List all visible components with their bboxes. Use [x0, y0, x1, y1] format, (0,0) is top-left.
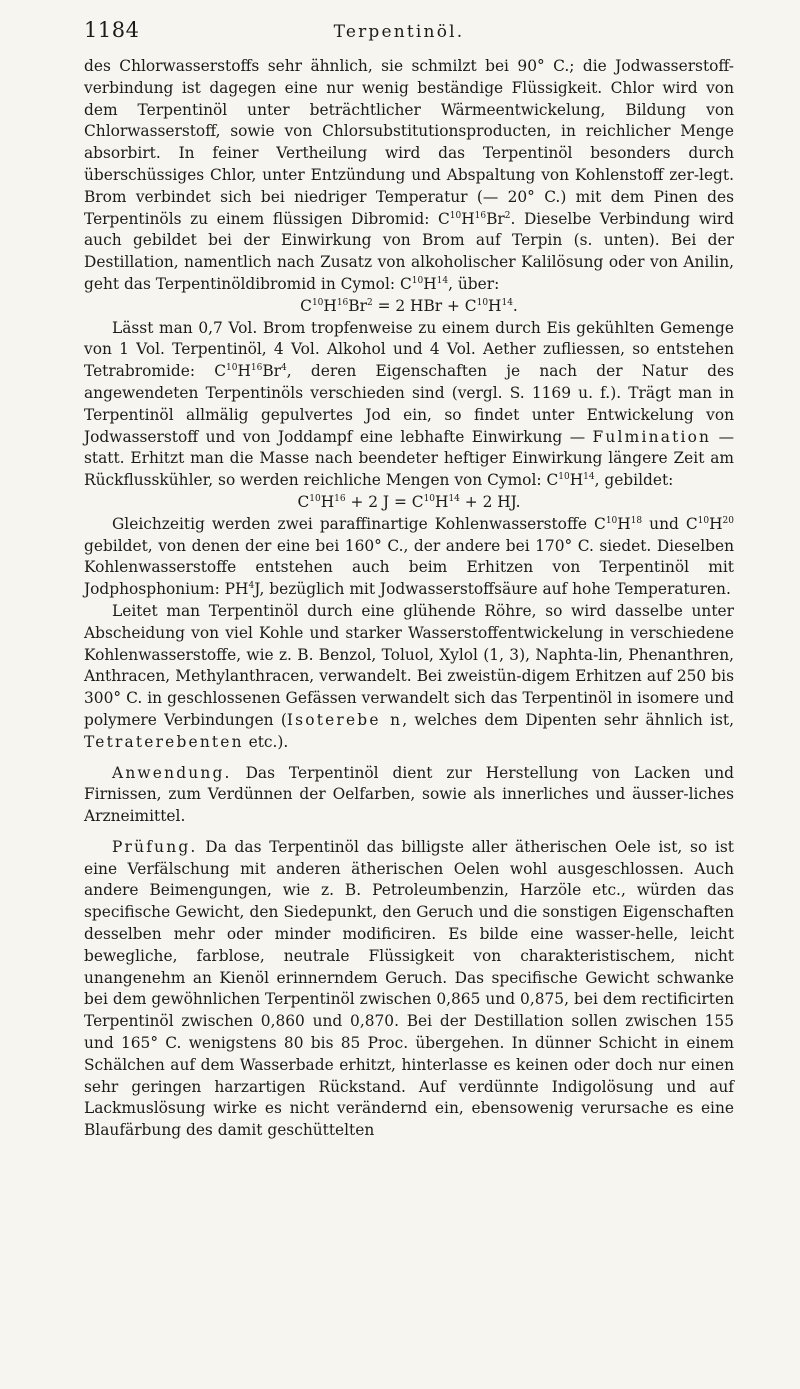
superscript: 10	[226, 363, 238, 374]
text-run: etc.).	[243, 732, 289, 751]
paragraph-1	[84, 56, 734, 296]
text-run: Das Terpentinöl dient zur Herstellung von Lacken und Firnissen, zum Verdünnen der Oelfarben, sowie als innerliches und äusser-liches Arzneimittel.	[84, 763, 734, 826]
superscript: 2	[504, 210, 511, 221]
text-run: Br	[262, 362, 282, 381]
superscript: 4	[248, 581, 255, 591]
running-title: Terpentinöl.	[333, 22, 465, 42]
superscript: 10	[449, 210, 462, 221]
text-run: Leitet man Terpentinöl durch eine glühende Röhre, so wird dasselbe unter Abscheidung von viel Kohle und starker Wasserstoffentwickelung in verschiedene Kohlenwasserstoffe, wie z. B. Benzol, Toluol, Xylol (1, 3), Naphta-lin, Phenanthren, Anthracen, Methylanthracen, verwandelt. Bei zweistün-digem Erhitzen auf 250 bis 300° C. in geschlossenen Gefässen verwandelt sich das Terpentinöl in isomere und polymere Verbindungen (	[84, 601, 734, 729]
text-run: Gleichzeitig werden zwei paraffinartige Kohlenwasserstoffe C	[112, 514, 606, 533]
text-run: Lässt man 0,7 Vol. Brom tropfenweise zu einem durch Eis gekühlten Gemenge von 1 Vol. Terpentinöl, 4 Vol. Alkohol und 4 Vol. Aether zufliessen, so entstehen Tetrabromide: C	[84, 318, 734, 381]
superscript: 10	[311, 297, 324, 308]
formula-part: = 2 HBr + C	[372, 296, 477, 315]
text-run: H	[423, 274, 437, 293]
text-run: H	[461, 209, 475, 228]
superscript: 10	[309, 493, 321, 504]
text-run: . Dieselbe Verbindung wird auch gebildet bei der Einwirkung von Brom auf Terpin (s. unten). Bei der Destillation, namentlich nach Zusatz von alkoholischer Kalilösung oder von Anilin, geht das Terpentinöldibromid in Cymol: C	[84, 209, 735, 293]
text-run: H	[237, 362, 251, 381]
text-run: H	[569, 471, 584, 490]
superscript: 10	[411, 275, 424, 286]
formula-part: Br	[348, 296, 367, 315]
text-run: und C	[642, 514, 698, 533]
text-run: des Chlorwasserstoffs sehr ähnlich, sie schmilzt bei 90° C.; die Jodwasserstoff-verbindung ist dagegen eine nur wenig beständige Flüssigkeit. Chlor wird von dem Terpentinöl unter beträchtlicher Wärmeentwickelung, Bildung von Chlorwasserstoff, sowie von Chlorsubstitutionsproducten, in reichlicher Menge absorbirt. In feiner Vertheilung wird das Terpentinöl besonders durch überschüssiges Chlor, unter Entzündung und Abspaltung von Kohlenstoff zer-legt. Brom verbindet sich bei niedriger Temperatur (— 20° C.) mit dem Pinen des Terpentinöls zu einem flüssigen Dibromid: C	[84, 57, 734, 228]
superscript: 20	[722, 515, 734, 526]
text-run: , deren Eigenschaften je nach der Natur des angewendeten Terpentinöls verschieden sind (vergl. S. 1169 u. f.). Trägt man in Terpentinöl allmälig gepulvertes Jod ein, so findet unter Entwickelung von Jodwasserstoff und von Joddampf eine lebhafte Einwirkung —	[84, 362, 734, 446]
superscript: 16	[474, 210, 487, 221]
formula-part: H	[435, 492, 449, 511]
superscript: 18	[630, 515, 643, 526]
emphasis-isoterebene: Isoterebe n	[286, 710, 403, 729]
paragraph-pruefung	[84, 837, 734, 1142]
paragraph-anwendung	[84, 763, 734, 828]
superscript: 4	[281, 363, 287, 374]
formula-part: + 2 HJ.	[459, 492, 521, 511]
formula-part: + 2 J = C	[345, 492, 424, 511]
formula-part: C	[297, 492, 310, 511]
formula-cymol	[84, 492, 734, 514]
text-run: gebildet, von denen der eine bei 160° C., der andere bei 170° C. siedet. Dieselben Kohlenwasserstoffe entstehen auch beim Erhitzen von Terpentinöl mit Jodphosphonium: PH	[84, 536, 734, 599]
formula-part: C	[300, 296, 312, 315]
superscript: 10	[697, 515, 710, 526]
formula-part: H	[323, 296, 337, 315]
paragraph-4	[84, 601, 734, 754]
paragraph-2	[84, 318, 734, 492]
superscript: 10	[423, 493, 436, 504]
section-label-anwendung: Anwendung.	[112, 763, 232, 782]
text-run: Da das Terpentinöl das billigste aller ätherischen Oele ist, so ist eine Verfälschung mit anderen ätherischen Oelen wohl ausgeschlossen. Auch andere Beimengungen, wie z. B. Petroleumbenzin, Harzöle etc., würden das specifische Gewicht, den Siedepunkt, den Geruch und die sonstigen Eigenschaften desselben mehr oder minder modificiren. Es bilde eine wasser-helle, leicht bewegliche, farblose, neutrale Flüssigkeit von charakteristischem, nicht unangenehm an Kienöl erinnerndem Geruch. Das specifische Gewicht schwanke bei dem gewöhnlichen Terpentinöl zwischen 0,865 und 0,875, bei dem rectificirten Terpentinöl zwischen 0,860 und 0,870. Bei der Destillation sollen zwischen 155 und 165° C. wenigstens 80 bis 85 Proc. übergehen. In dünner Schicht in einem Schälchen auf dem Wasserbade erhitzt, hinterlasse es keinen oder doch nur einen sehr geringen harzartigen Rückstand. Auf verdünnte Indigolösung und auf Lackmuslösung wirke es nicht verändernd ein, ebensowenig verursache es eine Blaufärbung des damit geschüttelten	[84, 837, 734, 1140]
paragraph-3	[84, 514, 734, 601]
text-run: — statt. Erhitzt man die Masse nach beendeter heftiger Einwirkung längere Zeit am Rückflusskühler, so werden reichliche Mengen von Cymol: C	[84, 427, 734, 490]
superscript: 10	[558, 472, 570, 483]
text-run: J, bezüglich mit Jodwasserstoffsäure auf hohe Temperaturen.	[254, 580, 731, 599]
formula-part: H	[488, 296, 502, 315]
superscript: 14	[436, 275, 449, 286]
body-text	[84, 56, 734, 1142]
formula-part: .	[512, 296, 518, 315]
superscript: 10	[605, 515, 618, 526]
superscript: 14	[448, 493, 460, 504]
superscript: 16	[336, 297, 349, 308]
formula-dibromide	[84, 296, 734, 318]
text-run: H	[617, 514, 631, 533]
superscript: 14	[583, 472, 595, 483]
text-run: , über:	[448, 274, 500, 293]
text-run: H	[709, 514, 723, 533]
page-number: 1184	[84, 18, 140, 42]
superscript: 16	[250, 363, 263, 374]
text-run: , gebildet:	[594, 471, 674, 490]
superscript: 14	[501, 297, 513, 308]
emphasis-fulmination: Fulmination	[592, 427, 712, 446]
section-label-pruefung: Prüfung.	[112, 837, 198, 856]
superscript: 10	[476, 297, 489, 308]
emphasis-tetraterebenten: Tetraterebenten	[84, 732, 244, 751]
superscript: 2	[366, 297, 373, 308]
text-run: Br	[486, 209, 505, 228]
page-header	[84, 18, 734, 48]
superscript: 16	[334, 493, 346, 504]
formula-part: H	[320, 492, 335, 511]
text-run: , welches dem Dipenten sehr ähnlich ist,	[402, 710, 734, 729]
